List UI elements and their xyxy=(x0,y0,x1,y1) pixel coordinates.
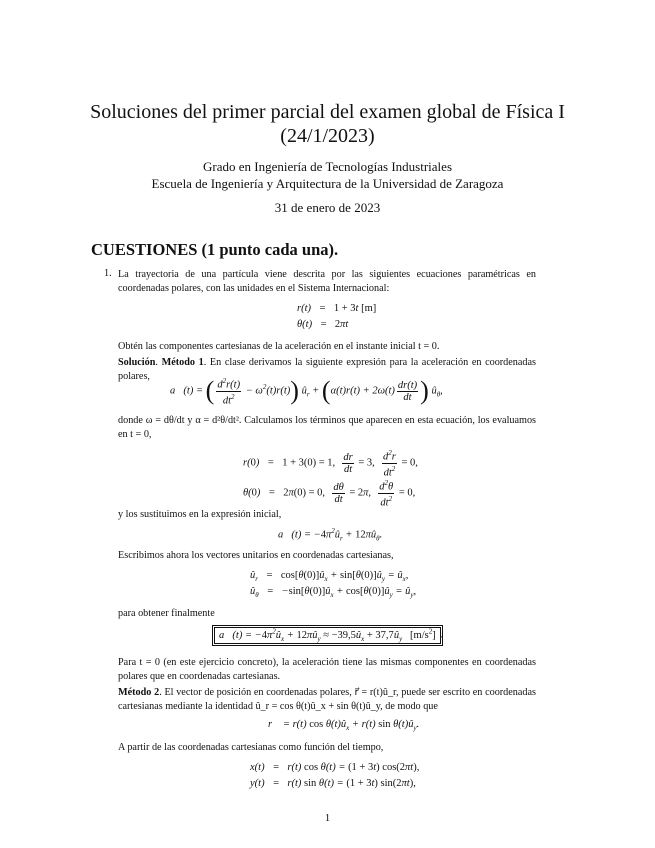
cartesian-paragraph: A partir de las coordenadas cartesianas como función del tiempo, xyxy=(118,742,384,753)
unit-vectors-paragraph: Escribimos ahora los vectores unitarios en coordenadas cartesianas, xyxy=(118,550,394,561)
equation-r0: r(0) = 1 + 3(0) = 1, $\frac{dr}{dt}$ = 3, $\frac{d^2r}{dt^2}$ = 0, xyxy=(243,449,418,478)
equation-theta-t: θ(t) = 2πt xyxy=(297,319,349,330)
method-1-text: . En clase derivamos la siguiente expresión para la aceleración en coordenadas polares, xyxy=(118,357,536,382)
equation-position-vector: r⃗ = r(t) $\cos \theta(t)û_x + r(t)$ $\sin \theta(t)û_y$. xyxy=(268,719,420,733)
method-2-label: Método 2 xyxy=(118,687,160,698)
equation-y-t: y(t) = r(t) sin θ(t) = (1 + 3t) sin(2πt), xyxy=(250,778,416,789)
equation-ur: $û_r$ = $\cos[\theta(0)]û_x$ + $\sin[\theta(0)]û_y$ = $û_x$, xyxy=(250,570,409,584)
method-2-paragraph xyxy=(118,686,536,713)
affiliation-line-1: Grado en Ingeniería de Tecnologías Industriales xyxy=(202,159,452,174)
title-line-2: (24/1/2023) xyxy=(280,125,375,147)
question-number: 1. xyxy=(104,268,112,279)
section-heading: CUESTIONES (1 punto cada una). xyxy=(91,240,339,259)
question-task: Obtén las componentes cartesianas de la aceleración en el instante inicial t = 0. xyxy=(118,341,440,352)
page-number: 1 xyxy=(324,812,331,824)
title-line-1: Soluciones del primer parcial del examen global de Física I xyxy=(90,101,565,123)
equation-x-t: x(t) = r(t) cos θ(t) = (1 + 3t) cos(2πt), xyxy=(250,762,420,773)
equation-polar-acceleration: a⃗(t) = ( $\frac{d^2r(t)}{dt^2}$ − $\omega^2(t)r(t)$) $û_r + (\alpha(t)r(t) + 2\omega(t)$ $\frac{dr(t)}{dt}$ ) $û_\theta$, xyxy=(170,376,443,406)
where-paragraph: donde ω = dθ/dt y α = d²θ/dt². Calculamos los términos que aparecen en esta ecuación, los evaluamos en t = 0, xyxy=(118,415,536,440)
remark-paragraph: Para t = 0 (en este ejercicio concreto), la aceleración tiene las mismas componentes en coordenadas polares que en coordenadas cartesianas. xyxy=(118,657,536,682)
equation-r-t: r(t) = 1 + 3t [m] xyxy=(297,303,377,314)
paper-date: 31 de enero de 2023 xyxy=(274,200,381,215)
equation-final-boxed: a⃗(t) = $-4\pi^2û_x$ + $12\pi û_y$ ≈ $-39,5û_x$ + $37,7û_y$ $[m/s^2]$ . xyxy=(214,627,443,643)
method-1-label: Método 1 xyxy=(161,357,204,368)
substitute-paragraph: y los sustituimos en la expresión inicial, xyxy=(118,509,282,520)
method-1-paragraph: Solución. Método 1. En clase derivamos la siguiente expresión para la aceleración en coordenadas polares, xyxy=(118,357,536,382)
affiliation xyxy=(60,158,595,192)
finally-paragraph: para obtener finalmente xyxy=(118,608,215,619)
solution-label: Solución xyxy=(118,357,156,368)
method-2-text: . El vector de posición en coordenadas polares, r⃗ = r(t)û_r, puede ser escrito en coordenadas cartesianas mediante la identidad û_r = cos θ(t)û_x + sin θ(t)û_y, de modo que xyxy=(118,687,536,712)
equation-theta0: θ(0) = 2π(0) = 0, $\frac{d\theta}{dt}$ = 2π, $\frac{d^2\theta}{dt^2}$ = 0, xyxy=(243,479,416,508)
equation-utheta: $û_\theta$ = $-\sin[\theta(0)]û_x$ + $\cos[\theta(0)]û_y$ = $û_y$, xyxy=(250,586,417,600)
question-statement: La trayectoria de una partícula viene descrita por las siguientes ecuaciones paramétricas en coordenadas polares, con las unidades en el Sistema Internacional: xyxy=(118,269,536,294)
paper-title xyxy=(60,100,595,148)
affiliation-line-2: Escuela de Ingeniería y Arquitectura de la Universidad de Zaragoza xyxy=(151,176,504,191)
equation-a-polar-result: a⃗(t) = $-4\pi^2û_r$ + $12\pi û_\theta$. xyxy=(278,527,383,543)
